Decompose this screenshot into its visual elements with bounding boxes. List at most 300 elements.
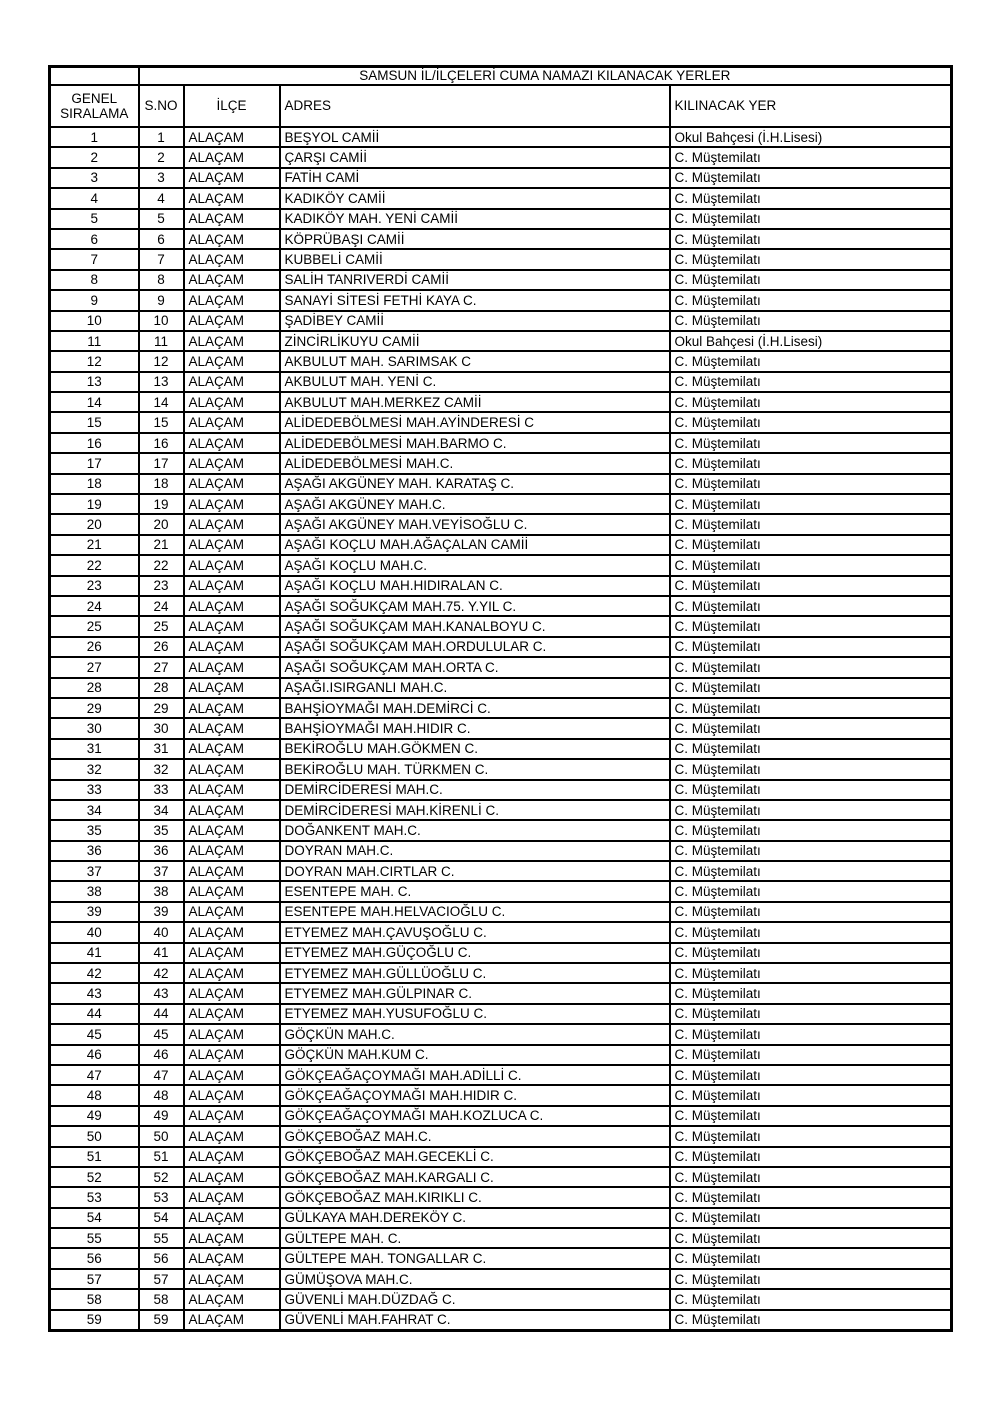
cell-adres: BEKİROĞLU MAH. TÜRKMEN C. [280, 759, 670, 779]
table-row [50, 474, 952, 494]
cell-ilce: ALAÇAM [184, 127, 280, 147]
cell-adres: KUBBELİ CAMİİ [280, 249, 670, 269]
cell-adres: ŞADİBEY CAMİİ [280, 311, 670, 331]
cell-genel-siralama: 56 [50, 1248, 139, 1268]
cell-ilce: ALAÇAM [184, 596, 280, 616]
cell-sno: 31 [139, 739, 184, 759]
cell-kilinacak-yer: C. Müştemilatı [670, 1147, 952, 1167]
cell-adres: AŞAĞI SOĞUKÇAM MAH.75. Y.YIL C. [280, 596, 670, 616]
cell-genel-siralama: 15 [50, 412, 139, 432]
cell-genel-siralama: 29 [50, 698, 139, 718]
cell-kilinacak-yer: C. Müştemilatı [670, 841, 952, 861]
table-row [50, 1208, 952, 1228]
cell-kilinacak-yer: C. Müştemilatı [670, 1228, 952, 1248]
table-row [50, 433, 952, 453]
cell-kilinacak-yer: C. Müştemilatı [670, 881, 952, 901]
table-row [50, 229, 952, 249]
cell-sno: 48 [139, 1085, 184, 1105]
cell-kilinacak-yer: C. Müştemilatı [670, 963, 952, 983]
table-row [50, 1248, 952, 1268]
table-row [50, 331, 952, 351]
cell-genel-siralama: 2 [50, 147, 139, 167]
header-sno: S.NO [139, 85, 184, 127]
cell-ilce: ALAÇAM [184, 514, 280, 534]
cell-adres: AŞAĞI SOĞUKÇAM MAH.ORDULULAR C. [280, 637, 670, 657]
cell-kilinacak-yer: C. Müştemilatı [670, 514, 952, 534]
cell-kilinacak-yer: C. Müştemilatı [670, 1269, 952, 1289]
cell-genel-siralama: 47 [50, 1065, 139, 1085]
table-row [50, 188, 952, 208]
cell-ilce: ALAÇAM [184, 1085, 280, 1105]
table-row [50, 963, 952, 983]
cell-genel-siralama: 49 [50, 1106, 139, 1126]
cell-genel-siralama: 50 [50, 1126, 139, 1146]
cell-ilce: ALAÇAM [184, 433, 280, 453]
cell-sno: 5 [139, 209, 184, 229]
cell-ilce: ALAÇAM [184, 983, 280, 1003]
cell-adres: KÖPRÜBAŞI CAMİİ [280, 229, 670, 249]
cell-ilce: ALAÇAM [184, 637, 280, 657]
table-row [50, 1228, 952, 1248]
table-row [50, 514, 952, 534]
cell-genel-siralama: 37 [50, 861, 139, 881]
cell-adres: ETYEMEZ MAH.GÜLPINAR C. [280, 983, 670, 1003]
cell-sno: 56 [139, 1248, 184, 1268]
cell-adres: GÖKÇEBOĞAZ MAH.KIRIKLI C. [280, 1187, 670, 1207]
cell-ilce: ALAÇAM [184, 739, 280, 759]
cell-sno: 28 [139, 678, 184, 698]
header-adres: ADRES [280, 85, 670, 127]
cell-genel-siralama: 24 [50, 596, 139, 616]
cell-genel-siralama: 36 [50, 841, 139, 861]
cell-adres: ETYEMEZ MAH.YUSUFOĞLU C. [280, 1004, 670, 1024]
cell-adres: ETYEMEZ MAH.GÜÇOĞLU C. [280, 943, 670, 963]
cell-genel-siralama: 54 [50, 1208, 139, 1228]
cell-ilce: ALAÇAM [184, 678, 280, 698]
cell-kilinacak-yer: C. Müştemilatı [670, 1289, 952, 1309]
cell-sno: 51 [139, 1147, 184, 1167]
cell-genel-siralama: 28 [50, 678, 139, 698]
cell-kilinacak-yer: C. Müştemilatı [670, 739, 952, 759]
cell-sno: 22 [139, 555, 184, 575]
cell-adres: BEKİROĞLU MAH.GÖKMEN C. [280, 739, 670, 759]
cell-sno: 34 [139, 800, 184, 820]
table-row [50, 209, 952, 229]
cell-genel-siralama: 27 [50, 657, 139, 677]
cell-kilinacak-yer: C. Müştemilatı [670, 780, 952, 800]
cell-sno: 13 [139, 372, 184, 392]
cell-sno: 41 [139, 943, 184, 963]
cell-genel-siralama: 31 [50, 739, 139, 759]
document-page [48, 65, 953, 1332]
cell-adres: AŞAĞI KOÇLU MAH.HIDIRALAN C. [280, 576, 670, 596]
table-row [50, 983, 952, 1003]
cell-ilce: ALAÇAM [184, 1208, 280, 1228]
table-row [50, 943, 952, 963]
cell-sno: 40 [139, 922, 184, 942]
cell-kilinacak-yer: C. Müştemilatı [670, 902, 952, 922]
cell-genel-siralama: 18 [50, 474, 139, 494]
cell-adres: KADIKÖY CAMİİ [280, 188, 670, 208]
cell-adres: ESENTEPE MAH. C. [280, 881, 670, 901]
cell-ilce: ALAÇAM [184, 290, 280, 310]
cell-kilinacak-yer: C. Müştemilatı [670, 1126, 952, 1146]
cell-kilinacak-yer: C. Müştemilatı [670, 1024, 952, 1044]
cell-genel-siralama: 10 [50, 311, 139, 331]
cell-ilce: ALAÇAM [184, 147, 280, 167]
table-row [50, 270, 952, 290]
table-row [50, 1065, 952, 1085]
cell-ilce: ALAÇAM [184, 474, 280, 494]
table-row [50, 494, 952, 514]
cell-kilinacak-yer: C. Müştemilatı [670, 637, 952, 657]
cell-sno: 18 [139, 474, 184, 494]
table-row [50, 1310, 952, 1331]
table-row [50, 861, 952, 881]
cell-sno: 57 [139, 1269, 184, 1289]
cell-kilinacak-yer: C. Müştemilatı [670, 1187, 952, 1207]
cell-adres: DEMİRCİDERESİ MAH.KİRENLİ C. [280, 800, 670, 820]
cell-genel-siralama: 19 [50, 494, 139, 514]
table-row [50, 351, 952, 371]
cell-adres: GÜLKAYA MAH.DEREKÖY C. [280, 1208, 670, 1228]
cell-sno: 52 [139, 1167, 184, 1187]
cell-kilinacak-yer: C. Müştemilatı [670, 1248, 952, 1268]
cell-kilinacak-yer: C. Müştemilatı [670, 412, 952, 432]
cell-ilce: ALAÇAM [184, 800, 280, 820]
table-header-row [50, 85, 952, 127]
cell-sno: 27 [139, 657, 184, 677]
cell-sno: 16 [139, 433, 184, 453]
cell-kilinacak-yer: C. Müştemilatı [670, 372, 952, 392]
cell-ilce: ALAÇAM [184, 188, 280, 208]
cell-kilinacak-yer: C. Müştemilatı [670, 943, 952, 963]
cell-kilinacak-yer: C. Müştemilatı [670, 1065, 952, 1085]
cell-sno: 42 [139, 963, 184, 983]
cell-adres: GÜLTEPE MAH. TONGALLAR C. [280, 1248, 670, 1268]
cell-sno: 12 [139, 351, 184, 371]
cell-ilce: ALAÇAM [184, 576, 280, 596]
cell-genel-siralama: 12 [50, 351, 139, 371]
cell-adres: GÖKÇEBOĞAZ MAH.GECEKLİ C. [280, 1147, 670, 1167]
cell-kilinacak-yer: C. Müştemilatı [670, 1310, 952, 1331]
cell-ilce: ALAÇAM [184, 1248, 280, 1268]
cell-ilce: ALAÇAM [184, 535, 280, 555]
cell-adres: ÇARŞI CAMİİ [280, 147, 670, 167]
title-corner-cell [50, 67, 139, 86]
cell-sno: 15 [139, 412, 184, 432]
table-row [50, 881, 952, 901]
cell-kilinacak-yer: C. Müştemilatı [670, 188, 952, 208]
table-row [50, 290, 952, 310]
table-row [50, 392, 952, 412]
cell-adres: AŞAĞI KOÇLU MAH.C. [280, 555, 670, 575]
table-row [50, 637, 952, 657]
table-row [50, 249, 952, 269]
cell-adres: AŞAĞI SOĞUKÇAM MAH.ORTA C. [280, 657, 670, 677]
cell-sno: 35 [139, 820, 184, 840]
cell-ilce: ALAÇAM [184, 494, 280, 514]
table-title-row [50, 67, 952, 86]
cell-kilinacak-yer: Okul Bahçesi (İ.H.Lisesi) [670, 127, 952, 147]
cell-ilce: ALAÇAM [184, 718, 280, 738]
cell-kilinacak-yer: C. Müştemilatı [670, 983, 952, 1003]
cell-sno: 20 [139, 514, 184, 534]
cell-ilce: ALAÇAM [184, 453, 280, 473]
cell-ilce: ALAÇAM [184, 780, 280, 800]
cell-sno: 6 [139, 229, 184, 249]
cell-ilce: ALAÇAM [184, 881, 280, 901]
cell-genel-siralama: 57 [50, 1269, 139, 1289]
table-row [50, 1269, 952, 1289]
table-row [50, 127, 952, 147]
cell-genel-siralama: 11 [50, 331, 139, 351]
cell-adres: DOYRAN MAH.CIRTLAR C. [280, 861, 670, 881]
cell-genel-siralama: 14 [50, 392, 139, 412]
table-row [50, 576, 952, 596]
cell-genel-siralama: 7 [50, 249, 139, 269]
cell-adres: DEMİRCİDERESİ MAH.C. [280, 780, 670, 800]
cell-kilinacak-yer: C. Müştemilatı [670, 351, 952, 371]
cell-genel-siralama: 33 [50, 780, 139, 800]
table-row [50, 1147, 952, 1167]
cell-sno: 23 [139, 576, 184, 596]
cell-genel-siralama: 42 [50, 963, 139, 983]
cell-ilce: ALAÇAM [184, 902, 280, 922]
cell-kilinacak-yer: C. Müştemilatı [670, 494, 952, 514]
cell-genel-siralama: 44 [50, 1004, 139, 1024]
cell-sno: 50 [139, 1126, 184, 1146]
table-title: SAMSUN İL/İLÇELERİ CUMA NAMAZI KILANACAK YERLER [139, 67, 952, 86]
cell-adres: SANAYİ SİTESİ FETHİ KAYA C. [280, 290, 670, 310]
table-row [50, 678, 952, 698]
cell-kilinacak-yer: C. Müştemilatı [670, 249, 952, 269]
cell-ilce: ALAÇAM [184, 1147, 280, 1167]
cell-genel-siralama: 43 [50, 983, 139, 1003]
table-row [50, 841, 952, 861]
cell-genel-siralama: 17 [50, 453, 139, 473]
cell-sno: 39 [139, 902, 184, 922]
cell-ilce: ALAÇAM [184, 861, 280, 881]
cell-kilinacak-yer: C. Müştemilatı [670, 616, 952, 636]
table-row [50, 657, 952, 677]
cell-sno: 11 [139, 331, 184, 351]
header-genel-siralama: GENEL SIRALAMA [50, 85, 139, 127]
cell-kilinacak-yer: C. Müştemilatı [670, 229, 952, 249]
cell-sno: 17 [139, 453, 184, 473]
cell-adres: ALİDEDEBÖLMESİ MAH.BARMO C. [280, 433, 670, 453]
cell-sno: 38 [139, 881, 184, 901]
cell-sno: 8 [139, 270, 184, 290]
cell-genel-siralama: 9 [50, 290, 139, 310]
table-row [50, 1187, 952, 1207]
cell-sno: 14 [139, 392, 184, 412]
table-row [50, 1289, 952, 1309]
cell-ilce: ALAÇAM [184, 249, 280, 269]
cell-ilce: ALAÇAM [184, 412, 280, 432]
table-row [50, 759, 952, 779]
cell-genel-siralama: 51 [50, 1147, 139, 1167]
cell-sno: 49 [139, 1106, 184, 1126]
cell-adres: GÖKÇEAĞAÇOYMAĞI MAH.ADİLLİ C. [280, 1065, 670, 1085]
cell-adres: DOYRAN MAH.C. [280, 841, 670, 861]
table-row [50, 698, 952, 718]
prayer-places-table [48, 65, 953, 1332]
cell-sno: 55 [139, 1228, 184, 1248]
cell-kilinacak-yer: C. Müştemilatı [670, 1004, 952, 1024]
cell-genel-siralama: 38 [50, 881, 139, 901]
cell-sno: 10 [139, 311, 184, 331]
cell-genel-siralama: 8 [50, 270, 139, 290]
cell-ilce: ALAÇAM [184, 1167, 280, 1187]
cell-ilce: ALAÇAM [184, 1024, 280, 1044]
cell-ilce: ALAÇAM [184, 1187, 280, 1207]
cell-kilinacak-yer: C. Müştemilatı [670, 147, 952, 167]
cell-sno: 32 [139, 759, 184, 779]
cell-adres: GÜMÜŞOVA MAH.C. [280, 1269, 670, 1289]
cell-genel-siralama: 5 [50, 209, 139, 229]
cell-ilce: ALAÇAM [184, 168, 280, 188]
header-kilinacak-yer: KILINACAK YER [670, 85, 952, 127]
cell-genel-siralama: 13 [50, 372, 139, 392]
cell-kilinacak-yer: C. Müştemilatı [670, 759, 952, 779]
table-row [50, 1106, 952, 1126]
cell-sno: 9 [139, 290, 184, 310]
cell-sno: 29 [139, 698, 184, 718]
cell-kilinacak-yer: C. Müştemilatı [670, 657, 952, 677]
table-row [50, 820, 952, 840]
cell-kilinacak-yer: C. Müştemilatı [670, 290, 952, 310]
cell-sno: 4 [139, 188, 184, 208]
table-row [50, 453, 952, 473]
cell-genel-siralama: 40 [50, 922, 139, 942]
cell-genel-siralama: 3 [50, 168, 139, 188]
cell-genel-siralama: 55 [50, 1228, 139, 1248]
cell-ilce: ALAÇAM [184, 209, 280, 229]
cell-sno: 19 [139, 494, 184, 514]
cell-kilinacak-yer: C. Müştemilatı [670, 800, 952, 820]
cell-genel-siralama: 52 [50, 1167, 139, 1187]
cell-adres: AŞAĞI KOÇLU MAH.AĞAÇALAN CAMİİ [280, 535, 670, 555]
cell-kilinacak-yer: C. Müştemilatı [670, 555, 952, 575]
cell-ilce: ALAÇAM [184, 1289, 280, 1309]
cell-ilce: ALAÇAM [184, 1228, 280, 1248]
table-row [50, 372, 952, 392]
cell-kilinacak-yer: C. Müştemilatı [670, 1045, 952, 1065]
cell-kilinacak-yer: C. Müştemilatı [670, 168, 952, 188]
table-row [50, 800, 952, 820]
cell-adres: BEŞYOL CAMİİ [280, 127, 670, 147]
cell-adres: ALİDEDEBÖLMESİ MAH.C. [280, 453, 670, 473]
cell-kilinacak-yer: C. Müştemilatı [670, 209, 952, 229]
cell-ilce: ALAÇAM [184, 372, 280, 392]
cell-adres: AŞAĞI AKGÜNEY MAH.VEYİSOĞLU C. [280, 514, 670, 534]
cell-kilinacak-yer: C. Müştemilatı [670, 718, 952, 738]
cell-adres: GÜVENLİ MAH.FAHRAT C. [280, 1310, 670, 1331]
cell-sno: 59 [139, 1310, 184, 1331]
cell-ilce: ALAÇAM [184, 1106, 280, 1126]
cell-sno: 21 [139, 535, 184, 555]
table-row [50, 535, 952, 555]
cell-kilinacak-yer: C. Müştemilatı [670, 453, 952, 473]
cell-adres: DOĞANKENT MAH.C. [280, 820, 670, 840]
table-row [50, 1085, 952, 1105]
cell-kilinacak-yer: C. Müştemilatı [670, 1208, 952, 1228]
cell-genel-siralama: 4 [50, 188, 139, 208]
cell-kilinacak-yer: C. Müştemilatı [670, 922, 952, 942]
table-row [50, 1045, 952, 1065]
cell-genel-siralama: 20 [50, 514, 139, 534]
cell-ilce: ALAÇAM [184, 555, 280, 575]
cell-sno: 25 [139, 616, 184, 636]
cell-ilce: ALAÇAM [184, 759, 280, 779]
cell-sno: 37 [139, 861, 184, 881]
cell-ilce: ALAÇAM [184, 331, 280, 351]
cell-kilinacak-yer: C. Müştemilatı [670, 1167, 952, 1187]
cell-ilce: ALAÇAM [184, 698, 280, 718]
cell-adres: GÜLTEPE MAH. C. [280, 1228, 670, 1248]
cell-adres: AŞAĞI SOĞUKÇAM MAH.KANALBOYU C. [280, 616, 670, 636]
table-row [50, 739, 952, 759]
cell-genel-siralama: 34 [50, 800, 139, 820]
cell-kilinacak-yer: Okul Bahçesi (İ.H.Lisesi) [670, 331, 952, 351]
cell-ilce: ALAÇAM [184, 820, 280, 840]
cell-kilinacak-yer: C. Müştemilatı [670, 678, 952, 698]
cell-adres: BAHŞİOYMAĞI MAH.HIDIR C. [280, 718, 670, 738]
cell-genel-siralama: 46 [50, 1045, 139, 1065]
cell-kilinacak-yer: C. Müştemilatı [670, 535, 952, 555]
table-row [50, 1024, 952, 1044]
cell-ilce: ALAÇAM [184, 392, 280, 412]
cell-ilce: ALAÇAM [184, 1065, 280, 1085]
cell-sno: 30 [139, 718, 184, 738]
cell-adres: GÖKÇEBOĞAZ MAH.C. [280, 1126, 670, 1146]
cell-ilce: ALAÇAM [184, 311, 280, 331]
cell-genel-siralama: 39 [50, 902, 139, 922]
cell-ilce: ALAÇAM [184, 229, 280, 249]
cell-adres: AŞAĞI AKGÜNEY MAH.C. [280, 494, 670, 514]
cell-genel-siralama: 16 [50, 433, 139, 453]
cell-sno: 3 [139, 168, 184, 188]
cell-kilinacak-yer: C. Müştemilatı [670, 698, 952, 718]
table-row [50, 1126, 952, 1146]
cell-sno: 24 [139, 596, 184, 616]
cell-genel-siralama: 21 [50, 535, 139, 555]
cell-adres: ESENTEPE MAH.HELVACIOĞLU C. [280, 902, 670, 922]
cell-sno: 36 [139, 841, 184, 861]
table-row [50, 412, 952, 432]
table-row [50, 596, 952, 616]
cell-genel-siralama: 30 [50, 718, 139, 738]
cell-kilinacak-yer: C. Müştemilatı [670, 433, 952, 453]
cell-ilce: ALAÇAM [184, 351, 280, 371]
cell-adres: GÖKÇEAĞAÇOYMAĞI MAH.KOZLUCA C. [280, 1106, 670, 1126]
cell-kilinacak-yer: C. Müştemilatı [670, 1085, 952, 1105]
cell-sno: 44 [139, 1004, 184, 1024]
cell-genel-siralama: 6 [50, 229, 139, 249]
table-row [50, 311, 952, 331]
cell-kilinacak-yer: C. Müştemilatı [670, 820, 952, 840]
cell-ilce: ALAÇAM [184, 943, 280, 963]
cell-genel-siralama: 48 [50, 1085, 139, 1105]
cell-ilce: ALAÇAM [184, 270, 280, 290]
cell-sno: 47 [139, 1065, 184, 1085]
cell-sno: 45 [139, 1024, 184, 1044]
cell-ilce: ALAÇAM [184, 1004, 280, 1024]
cell-kilinacak-yer: C. Müştemilatı [670, 392, 952, 412]
cell-genel-siralama: 41 [50, 943, 139, 963]
table-row [50, 718, 952, 738]
